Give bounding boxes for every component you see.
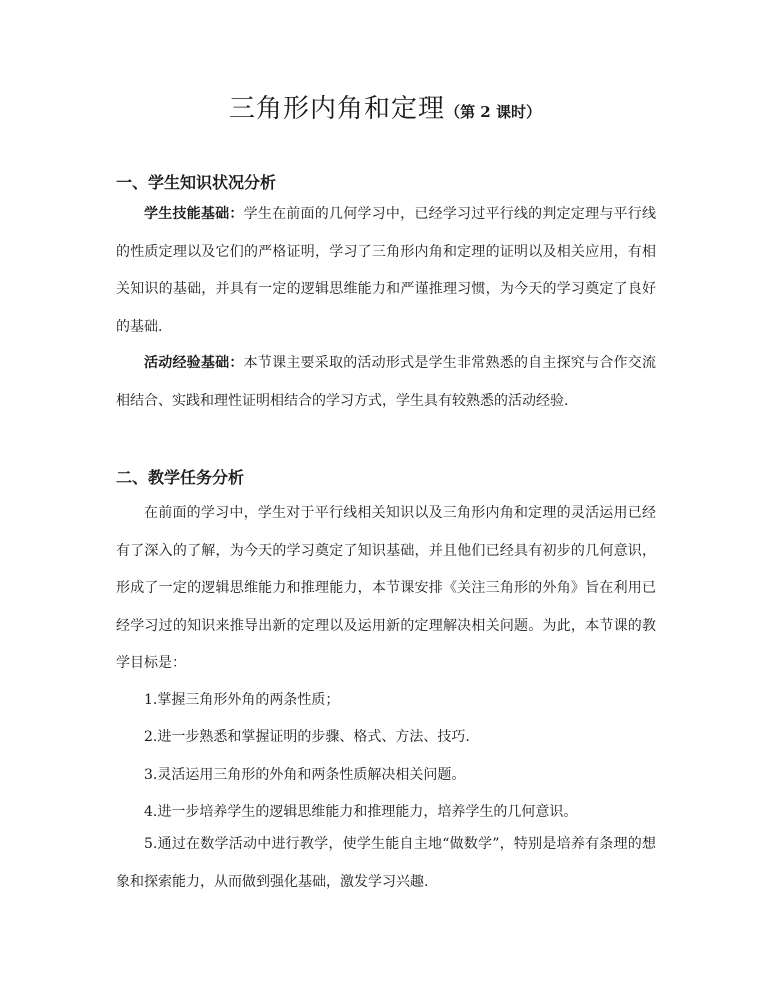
page-title [0,88,770,125]
paragraph-lead-activity: 活动经验基础： [144,355,244,371]
title-main: 三角形内角和定理 [229,94,446,124]
paragraph-text-skill: 学生在前面的几何学习中，已经学习过平行线的判定定理与平行线的性质定理以及它们的严格证明，学习了三角形内角和定理的证明以及相关应用，有相关知识的基础，并具有一定的逻辑思维能力和严谨推理习惯，为今天的学习奠定了良好的基础. [116,206,657,335]
objective-item: 2.进一步熟悉和掌握证明的步骤、格式、方法、技巧. [144,729,470,745]
title-lesson-number: （第 2 课时） [445,103,541,121]
paragraph-skill-basis [116,196,656,346]
objective-item: 4.进一步培养学生的逻辑思维能力和推理能力，培养学生的几何意识。 [144,804,578,820]
paragraph-lead-skill: 学生技能基础： [144,206,244,222]
objective-item: 5.通过在数学活动中进行教学，使学生能自主地“做数学”，特别是培养有条理的想象和探索能力，从而做到强化基础，激发学习兴趣. [116,836,656,890]
paragraph-task-analysis: 在前面的学习中，学生对于平行线相关知识以及三角形内角和定理的灵活运用已经有了深入的了解，为今天的学习奠定了知识基础，并且他们已经具有初步的几何意识，形成了一定的逻辑思维能力和推理能力，本节课安排《关注三角形的外角》旨在利用已经学习过的知识来推导出新的定理以及运用新的定理解决相关问题。为此，本节课的教学目标是： [116,505,656,671]
objective-item: 3.灵活运用三角形的外角和两条性质解决相关问题。 [144,767,466,783]
objective-item: 1.掌握三角形外角的两条性质； [144,692,340,708]
section-heading-student-analysis: 一、学生知识状况分析 [116,173,277,192]
paragraph-activity-basis [116,345,656,420]
paragraph-text-activity: 本节课主要采取的活动形式是学生非常熟悉的自主探究与合作交流相结合、实践和理性证明相结合的学习方式，学生具有较熟悉的活动经验. [116,355,657,409]
section-heading-task-analysis: 二、教学任务分析 [116,468,245,487]
